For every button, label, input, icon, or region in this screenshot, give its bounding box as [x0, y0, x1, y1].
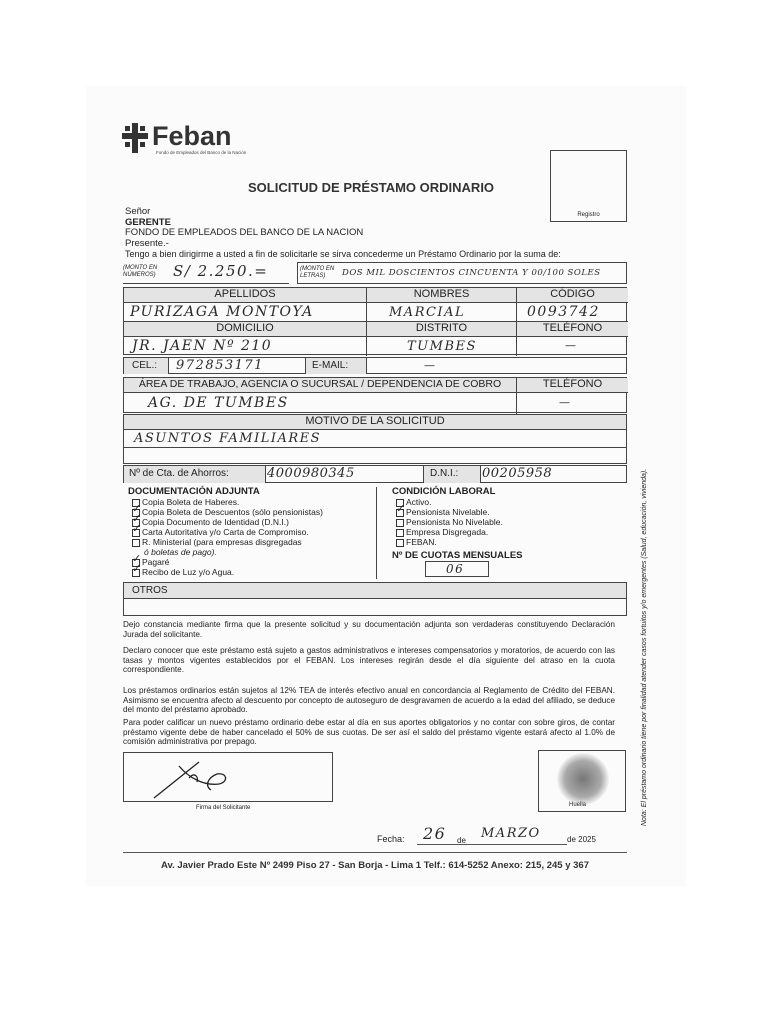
distrito-value: TUMBES	[407, 339, 477, 354]
cel-label: CEL.:	[132, 360, 158, 371]
domicilio-header: DOMICILIO	[124, 322, 367, 337]
dni-value: 00205958	[482, 466, 553, 481]
area-header: ÁREA DE TRABAJO, AGENCIA O SUCURSAL / DEPENDENCIA DE COBRO	[124, 378, 517, 393]
declaration-paragraph-3: Los préstamos ordinarios están sujetos al 12% TEA de interés efectivo anual en concordancia al Reglamento de Crédito del FEBAN. Asimismo se encuentra afecto al descuento por concepto de autoseguro de desgravamen de acuerdo a la edad del afiliado, se deduce del monto del préstamo aprobado.	[123, 686, 615, 715]
condicion-item[interactable]: Pensionista No Nivelable.	[396, 517, 616, 527]
email-label: E-MAIL:	[312, 360, 349, 371]
amount-number-value: S/ 2.250.=	[173, 262, 269, 280]
side-note: Nota: El préstamo ordinario tiene por finalidad atender casos fortuitos y/o emergentes (Salud, educación, vivienda).	[641, 468, 648, 826]
nombres-value: MARCIAL	[389, 305, 466, 320]
addressee-line4: Presente.-	[125, 237, 169, 249]
condicion-checkbox-1[interactable]	[396, 509, 404, 517]
cuotas-value: 06	[446, 562, 465, 576]
area-value: AG. DE TUMBES	[148, 395, 289, 411]
declaration-paragraph-2: Declaro conocer que este préstamo está sujeto a gastos administrativos e intereses compensatorios y moratorios, de acuerdo con las tasas y montos vigentes establecidos por el FEBAN. Los intereses regirán desde el día siguiente del atraso en la cuota correspondiente.	[123, 646, 615, 675]
nombres-cell	[367, 303, 517, 322]
addressee-line3: FONDO DE EMPLEADOS DEL BANCO DE LA NACION	[125, 227, 364, 238]
addressee-line1: Señor	[125, 206, 151, 217]
feban-logo-icon	[122, 123, 148, 153]
doc-item[interactable]: ✓Recibo de Luz y/o Agua.	[132, 567, 372, 577]
amount-number-field	[123, 262, 289, 284]
cta-label-cell	[124, 466, 266, 483]
codigo-header: CÓDIGO	[517, 288, 628, 303]
domicilio-value: JR. JAEN Nº 210	[132, 338, 273, 354]
doc-item[interactable]: Copia Boleta de Haberes.	[132, 497, 372, 507]
telefono-cell	[517, 337, 628, 356]
cel-label-cell	[124, 358, 169, 374]
footer-address: Av. Javier Prado Este Nº 2499 Piso 27 - San Borja - Lima 1 Telf.: 614-5252 Anexo: 215, 245 y 367	[160, 860, 589, 871]
cel-value: 972853171	[176, 358, 264, 373]
motivo-table	[123, 414, 627, 464]
distrito-cell	[367, 337, 517, 356]
feban-logo	[122, 121, 247, 157]
huella-label: Huella	[569, 802, 587, 808]
codigo-cell	[517, 303, 628, 322]
doc-item[interactable]: ✓Copia Boleta de Descuentos (sólo pensionistas)	[132, 507, 372, 517]
fecha-label: Fecha:	[377, 834, 405, 844]
fecha-de2: de 2025	[567, 835, 596, 844]
fecha-de1: de	[457, 836, 466, 845]
documentacion-title: DOCUMENTACIÓN ADJUNTA	[128, 486, 260, 497]
doc-checkbox-4[interactable]	[132, 539, 140, 547]
condicion-title: CONDICIÓN LABORAL	[392, 486, 496, 497]
declaration-paragraph-1: Dejo constancia mediante firma que la presente solicitud y su documentación adjunta son verdaderas constituyendo Declaración Jurada del solicitante.	[123, 620, 615, 639]
signature-box	[123, 752, 333, 811]
brand-tagline: Fondo de Empleados del Banco de la Nación	[156, 150, 247, 155]
motivo-value: ASUNTOS FAMILIARES	[134, 431, 322, 446]
condicion-item[interactable]: FEBAN.	[396, 537, 616, 547]
area-cell	[124, 393, 517, 414]
email-label-cell	[305, 358, 367, 374]
section-divider	[376, 487, 377, 579]
condicion-item[interactable]: Empresa Disgregada.	[396, 527, 616, 537]
addressee-line2: GERENTE	[125, 216, 171, 228]
amount-words-field	[297, 262, 627, 284]
condicion-item[interactable]: Activo.	[396, 497, 616, 507]
declaration-paragraph-4: Para poder calificar un nuevo préstamo ordinario debe estar al día en sus aportes obligatorios y no contar con sobre giros, de contar préstamo vigente debe de haber cancelado el 50% de sus cuotas. De ser así el saldo del préstamo vigente estará afecto al 1.0% de comisión administrativa por prepago.	[123, 718, 615, 747]
signature-scribble-icon	[149, 756, 239, 802]
fecha-month: MARZO	[481, 826, 541, 841]
apellidos-value: PURIZAGA MONTOYA	[130, 304, 314, 320]
doc-item[interactable]: ✓Carta Autoritativa y/o Carta de Compromiso.	[132, 527, 372, 537]
doc-checkbox-3[interactable]	[132, 529, 140, 537]
registro-label: Registro	[577, 212, 600, 218]
doc-checkbox-7[interactable]	[132, 569, 140, 577]
amount-number-label2: NÚMEROS)	[123, 272, 156, 278]
addressee-block	[125, 207, 561, 260]
motivo-line1	[124, 430, 626, 448]
firma-label: Firma del Solicitante	[196, 805, 251, 811]
telefono-value: —	[565, 339, 578, 352]
work-table	[123, 377, 627, 413]
domicilio-cell	[124, 337, 367, 356]
cuotas-label: Nº DE CUOTAS MENSUALES	[392, 550, 523, 561]
condicion-checkbox-4[interactable]	[396, 539, 404, 547]
doc-item[interactable]: ✓Pagaré	[132, 557, 372, 567]
apellidos-cell	[124, 303, 367, 322]
brand-name: Feban	[152, 121, 232, 151]
cta-label: Nº de Cta. de Ahorros:	[129, 468, 229, 479]
condicion-checkbox-3[interactable]	[396, 529, 404, 537]
registro-box	[550, 150, 627, 222]
fecha-row	[377, 826, 627, 850]
amount-number-label1: (MONTO EN	[123, 265, 158, 271]
amount-words-value: DOS MIL DOSCIENTOS CINCUENTA Y 00/100 SOLES	[342, 268, 601, 278]
applicant-table	[123, 287, 627, 355]
fecha-day: 26	[423, 824, 447, 843]
dni-label: D.N.I.:	[430, 468, 459, 479]
footer-divider	[123, 852, 627, 853]
doc-item[interactable]: ✓Copia Documento de Identidad (D.N.I.)	[132, 517, 372, 527]
email-value: —	[424, 359, 437, 372]
apellidos-header: APELLIDOS	[124, 288, 367, 303]
amount-words-label1: (MONTO EN	[300, 266, 335, 272]
account-row	[123, 465, 627, 483]
doc-item-continuation: ó boletas de pago).	[144, 547, 217, 557]
codigo-value: 0093742	[527, 304, 600, 320]
work-telefono-value: —	[559, 396, 572, 409]
dni-label-cell	[423, 466, 481, 483]
cel-email-row	[123, 357, 627, 374]
condicion-checkbox-2[interactable]	[396, 519, 404, 527]
page-title: SOLICITUD DE PRÉSTAMO ORDINARIO	[248, 180, 495, 195]
request-intro: Tengo a bien dirigirme a usted a fin de solicitarle se sirva concederme un Préstamo Ordinario por la suma de:	[125, 249, 561, 259]
amount-words-label2: LETRAS)	[300, 273, 326, 279]
otros-label: OTROS	[132, 585, 168, 596]
distrito-header: DISTRITO	[367, 322, 517, 337]
fingerprint-icon	[553, 753, 613, 809]
telefono-header: TELÉFONO	[517, 322, 628, 337]
condicion-list	[396, 497, 616, 547]
documentacion-list	[132, 497, 372, 577]
doc-item[interactable]: R. Ministerial (para empresas disgregadas	[132, 537, 372, 547]
condicion-item[interactable]: ✓Pensionista Nivelable.	[396, 507, 616, 517]
otros-box	[123, 582, 627, 616]
fingerprint-box	[538, 750, 626, 812]
nombres-header: NOMBRES	[367, 288, 517, 303]
fecha-underline	[417, 844, 567, 845]
cta-value: 4000980345	[267, 466, 355, 481]
motivo-header: MOTIVO DE LA SOLICITUD	[124, 415, 626, 430]
cuotas-field	[425, 561, 489, 577]
work-telefono-header: TELÉFONO	[517, 378, 628, 393]
otros-header	[124, 583, 626, 599]
